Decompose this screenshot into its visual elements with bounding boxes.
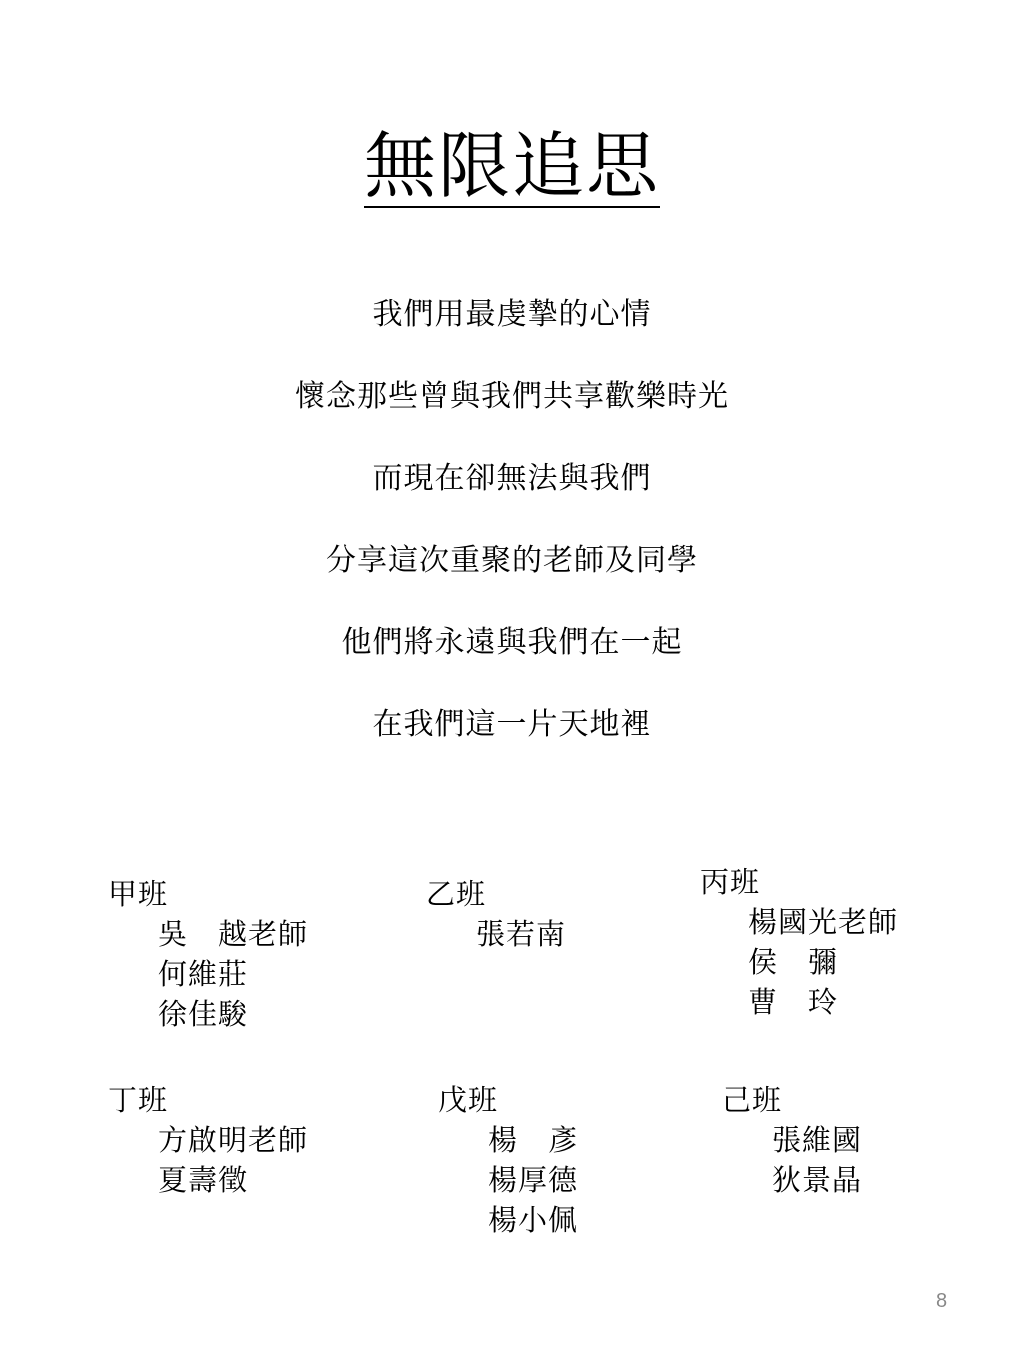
class-group-wu bbox=[438, 1080, 578, 1240]
class-member: 方啟明老師 bbox=[158, 1123, 309, 1157]
class-label: 丁班 bbox=[108, 1083, 169, 1117]
poem-line: 分享這次重聚的老師及同學 bbox=[326, 543, 698, 578]
poem-line: 懷念那些曾與我們共享歡樂時光 bbox=[295, 379, 729, 414]
class-member: 張若南 bbox=[476, 917, 567, 951]
class-member: 侯 彌 bbox=[748, 945, 839, 979]
class-member: 狄景晶 bbox=[772, 1163, 863, 1197]
page-number: 8 bbox=[936, 1290, 948, 1312]
class-member: 楊國光老師 bbox=[748, 905, 899, 939]
page-title-text: 無限追思 bbox=[363, 124, 660, 208]
class-label: 乙班 bbox=[426, 877, 487, 911]
poem-line: 他們將永遠與我們在一起 bbox=[341, 625, 683, 660]
poem-line: 我們用最虔摯的心情 bbox=[372, 297, 652, 332]
class-label: 己班 bbox=[722, 1083, 783, 1117]
class-member: 楊厚德 bbox=[488, 1163, 579, 1197]
class-member: 徐佳駿 bbox=[158, 997, 249, 1031]
class-member: 張維國 bbox=[772, 1123, 863, 1157]
class-group-ji bbox=[722, 1080, 862, 1200]
class-group-yi bbox=[426, 874, 566, 954]
class-group-bing bbox=[700, 862, 898, 1022]
class-member: 吳 越老師 bbox=[158, 917, 309, 951]
poem-line: 在我們這一片天地裡 bbox=[372, 707, 652, 742]
poem-line: 而現在卻無法與我們 bbox=[372, 461, 652, 496]
class-label: 丙班 bbox=[700, 865, 761, 899]
class-label: 甲班 bbox=[108, 877, 169, 911]
class-group-ding bbox=[108, 1080, 308, 1200]
memorial-poem bbox=[0, 296, 1024, 788]
page-title bbox=[0, 124, 1024, 208]
class-member: 楊小佩 bbox=[488, 1203, 579, 1237]
class-member: 曹 玲 bbox=[748, 985, 839, 1019]
class-group-jia bbox=[108, 874, 308, 1034]
class-label: 戊班 bbox=[438, 1083, 499, 1117]
class-member: 夏壽徵 bbox=[158, 1163, 249, 1197]
class-member: 楊 彥 bbox=[488, 1123, 579, 1157]
class-member: 何維莊 bbox=[158, 957, 249, 991]
